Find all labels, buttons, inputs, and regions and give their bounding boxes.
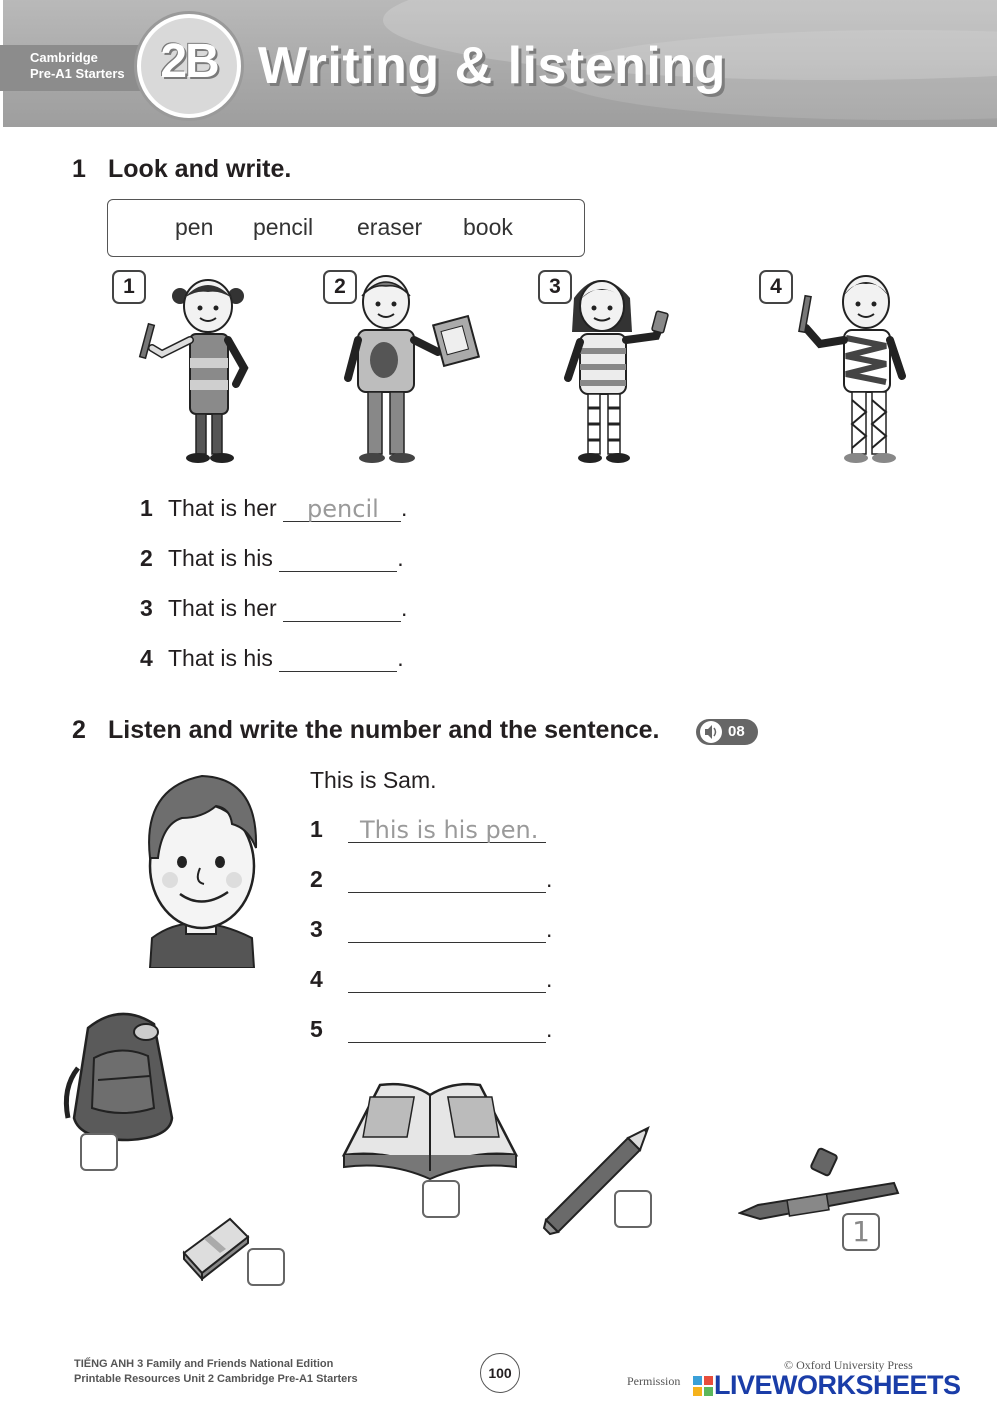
backpack-illustration — [58, 1008, 183, 1143]
ex2-line-3: 3 . — [310, 916, 553, 942]
ex1-sentence-2: 2 That is his . — [140, 545, 404, 571]
audio-track-badge[interactable]: 08 — [696, 719, 758, 745]
exercise-2-heading: 2 Listen and write the number and the sentence. — [72, 716, 660, 744]
ex2-answer-blank-4[interactable] — [348, 966, 546, 993]
page-number: 100 — [480, 1353, 520, 1393]
open-book-illustration — [340, 1075, 520, 1180]
brand-label: Cambridge Pre-A1 Starters — [30, 50, 125, 81]
ex2-answer-blank-5[interactable] — [348, 1016, 546, 1043]
page-title: Writing & listening — [258, 37, 726, 95]
liveworksheets-logo-icon — [693, 1376, 713, 1396]
unit-badge: 2B — [160, 35, 218, 88]
liveworksheets-watermark[interactable]: LIVEWORKSHEETS — [714, 1370, 961, 1400]
pencil-number-box[interactable] — [614, 1190, 652, 1228]
picture-number-2: 2 — [323, 270, 357, 304]
backpack-number-box[interactable] — [80, 1133, 118, 1171]
speaker-icon — [699, 719, 723, 745]
boy-with-book-illustration — [340, 268, 490, 468]
answer-blank-3[interactable] — [283, 595, 401, 622]
boy-with-pen-illustration — [786, 268, 916, 468]
girl-with-eraser-illustration — [560, 268, 690, 468]
ex2-answer-blank-2[interactable] — [348, 866, 546, 893]
answer-blank-1[interactable]: pencil — [283, 495, 401, 522]
answer-blank-4[interactable] — [279, 645, 397, 672]
ex2-answer-blank-3[interactable] — [348, 916, 546, 943]
sam-portrait-illustration — [132, 768, 262, 968]
pen-number-box[interactable]: 1 — [842, 1213, 880, 1251]
copyright-text: © Oxford University Press — [784, 1358, 913, 1372]
picture-number-1: 1 — [112, 270, 146, 304]
ex2-line-4: 4 . — [310, 966, 553, 992]
ex2-line-1: 1 This is his pen. — [310, 816, 546, 843]
word-bank-item: book — [463, 214, 513, 240]
book-number-box[interactable] — [422, 1180, 460, 1218]
ex1-sentence-1: 1 That is her pencil . — [140, 495, 408, 523]
ex2-intro: This is Sam. — [310, 767, 437, 793]
permission-text: Permission — [627, 1374, 681, 1388]
pen-illustration — [738, 1143, 903, 1223]
answer-blank-2[interactable] — [279, 545, 397, 572]
exercise-1-heading: 1 Look and write. — [72, 155, 292, 183]
word-bank-item: eraser — [357, 214, 423, 240]
word-bank-item: pen — [175, 214, 214, 240]
word-bank-item: pencil — [253, 214, 314, 240]
ex1-sentence-3: 3 That is her . — [140, 595, 408, 621]
eraser-number-box[interactable] — [247, 1248, 285, 1286]
ex1-sentence-4: 4 That is his . — [140, 645, 404, 671]
ex2-line-2: 2 . — [310, 866, 553, 892]
ex2-answer-blank-1[interactable]: This is his pen. — [348, 816, 546, 843]
picture-number-3: 3 — [538, 270, 572, 304]
ex2-line-5: 5 . — [310, 1016, 553, 1042]
picture-number-4: 4 — [759, 270, 793, 304]
footer-credit: TIẾNG ANH 3 Family and Friends National Edition Printable Resources Unit 2 Cambridge Pre-A1 Starters — [74, 1358, 358, 1385]
girl-with-pencil-illustration — [132, 268, 262, 468]
eraser-illustration — [180, 1213, 252, 1281]
